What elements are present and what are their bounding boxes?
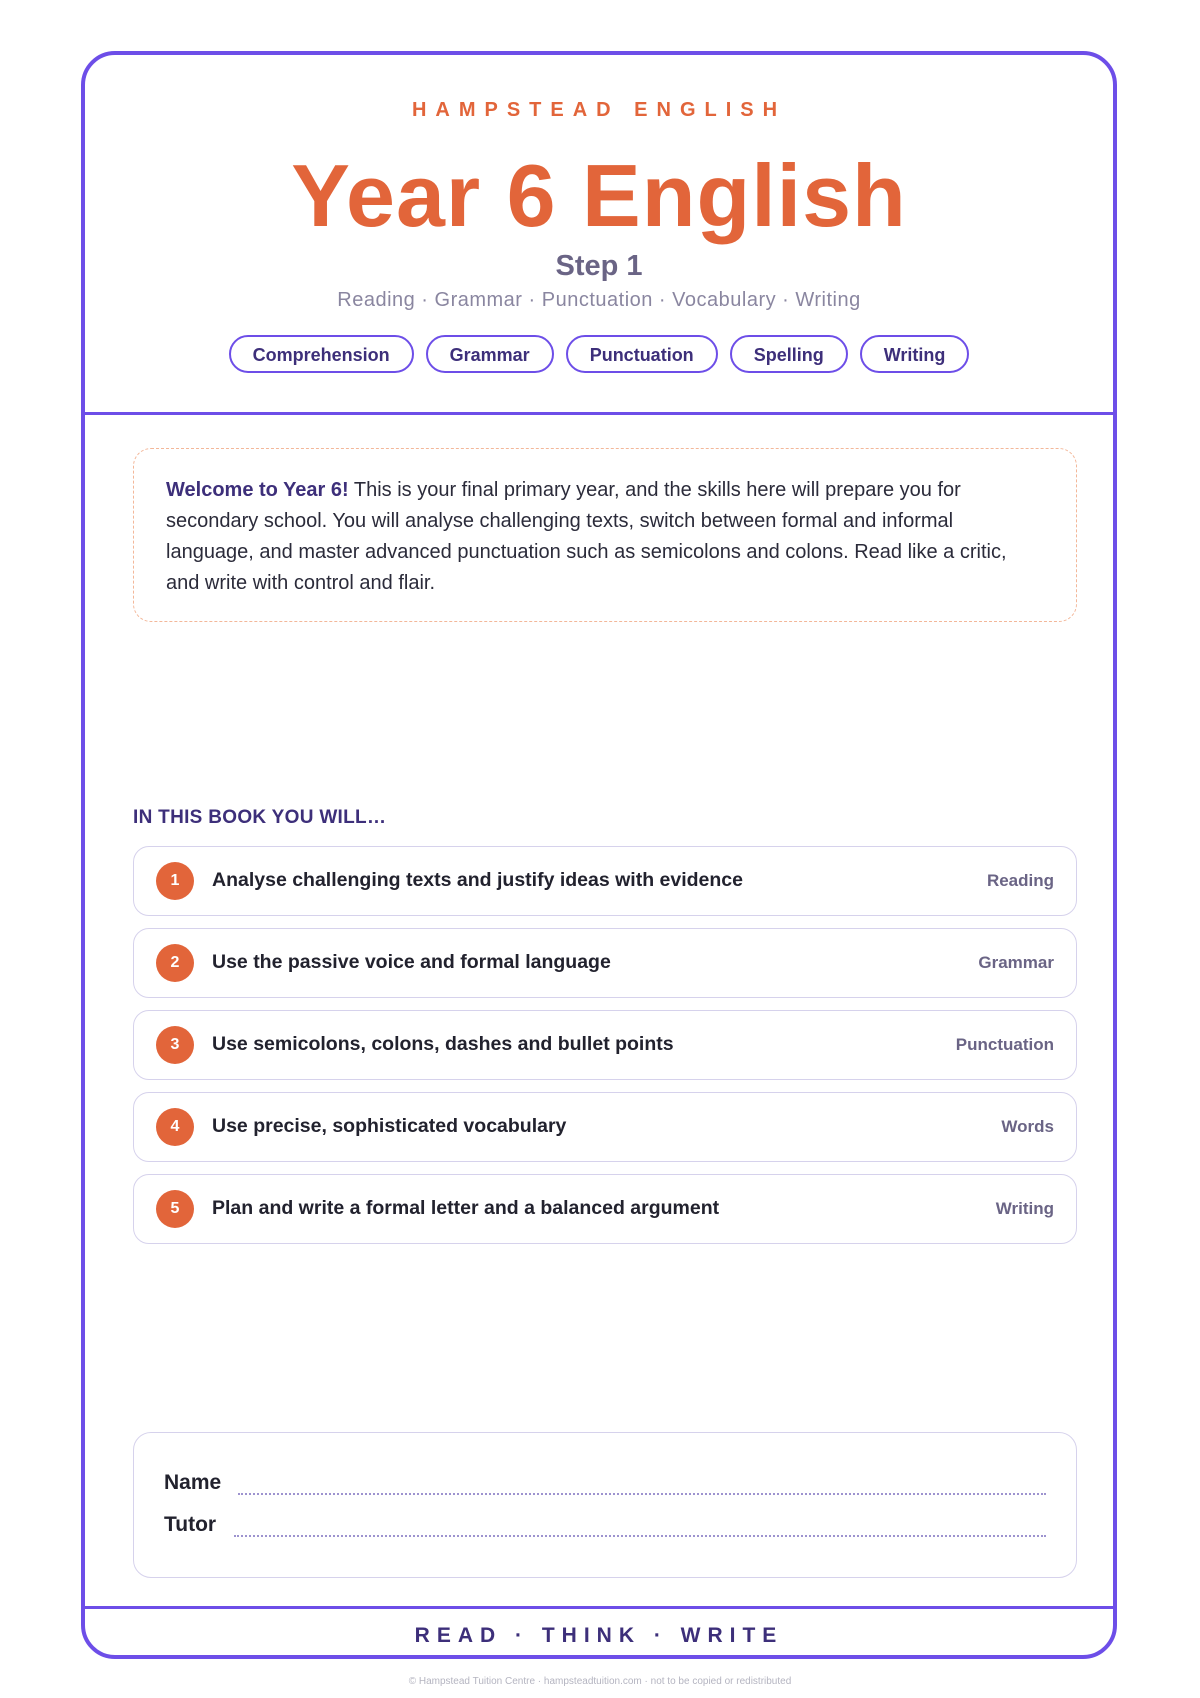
welcome-body: This is your final primary year, and the skills here will prepare you for secondary school. You will analyse challenging texts, switch between formal and informal language, and master advanced punctuation such as semicolons and colons. Read like a critic, and write with control and flair. bbox=[166, 479, 1007, 594]
goal-text: Use semicolons, colons, dashes and bullet points bbox=[212, 1033, 674, 1055]
footer-divider bbox=[85, 1606, 1113, 1609]
pill-spelling: Spelling bbox=[730, 335, 848, 373]
subjects-line: Reading · Grammar · Punctuation · Vocabulary · Writing bbox=[337, 289, 861, 311]
goal-number-badge: 3 bbox=[156, 1026, 194, 1064]
step-label: Step 1 bbox=[555, 250, 643, 282]
goal-tag: Punctuation bbox=[955, 1035, 1054, 1054]
goal-number-badge: 4 bbox=[156, 1108, 194, 1146]
footer-motto: READ · THINK · WRITE bbox=[414, 1624, 784, 1647]
goal-tag: Reading bbox=[986, 871, 1054, 890]
goal-item bbox=[133, 1092, 1077, 1162]
goal-text: Use precise, sophisticated vocabulary bbox=[212, 1115, 567, 1137]
name-label: Name bbox=[164, 1471, 222, 1494]
pill-comprehension: Comprehension bbox=[229, 335, 414, 373]
goal-tag: Words bbox=[1001, 1117, 1054, 1136]
goal-item bbox=[133, 846, 1077, 916]
student-details-box bbox=[133, 1432, 1077, 1578]
goal-text: Use the passive voice and formal language bbox=[212, 951, 611, 973]
tutor-write-line[interactable] bbox=[234, 1535, 1046, 1537]
pill-punctuation: Punctuation bbox=[566, 335, 718, 373]
goals-list bbox=[133, 846, 1077, 1256]
goal-number-badge: 1 bbox=[156, 862, 194, 900]
copyright-note: © Hampstead Tuition Centre · hampsteadtuition.com · not to be copied or redistributed bbox=[408, 1676, 792, 1687]
brand-name: HAMPSTEAD ENGLISH bbox=[411, 99, 787, 121]
goal-number-badge: 2 bbox=[156, 944, 194, 982]
goal-text: Analyse challenging texts and justify ideas with evidence bbox=[212, 869, 743, 891]
goal-item bbox=[133, 1010, 1077, 1080]
goal-number-badge: 5 bbox=[156, 1190, 194, 1228]
tutor-label: Tutor bbox=[164, 1513, 217, 1536]
pill-grammar: Grammar bbox=[426, 335, 554, 373]
goal-item bbox=[133, 1174, 1077, 1244]
goal-tag: Writing bbox=[995, 1199, 1054, 1218]
name-write-line[interactable] bbox=[238, 1493, 1046, 1495]
goal-item bbox=[133, 928, 1077, 998]
page-frame bbox=[81, 51, 1117, 1659]
goal-tag: Grammar bbox=[978, 953, 1054, 972]
topic-pills bbox=[85, 335, 1113, 373]
page-title: Year 6 English bbox=[291, 146, 907, 245]
welcome-box bbox=[133, 448, 1077, 622]
welcome-lead: Welcome to Year 6! bbox=[166, 479, 349, 501]
tutor-field[interactable] bbox=[164, 1513, 1046, 1543]
pill-writing: Writing bbox=[860, 335, 970, 373]
goals-heading: IN THIS BOOK YOU WILL… bbox=[133, 807, 387, 828]
goal-text: Plan and write a formal letter and a balanced argument bbox=[212, 1197, 720, 1219]
header-divider bbox=[85, 412, 1113, 415]
name-field[interactable] bbox=[164, 1471, 1046, 1501]
